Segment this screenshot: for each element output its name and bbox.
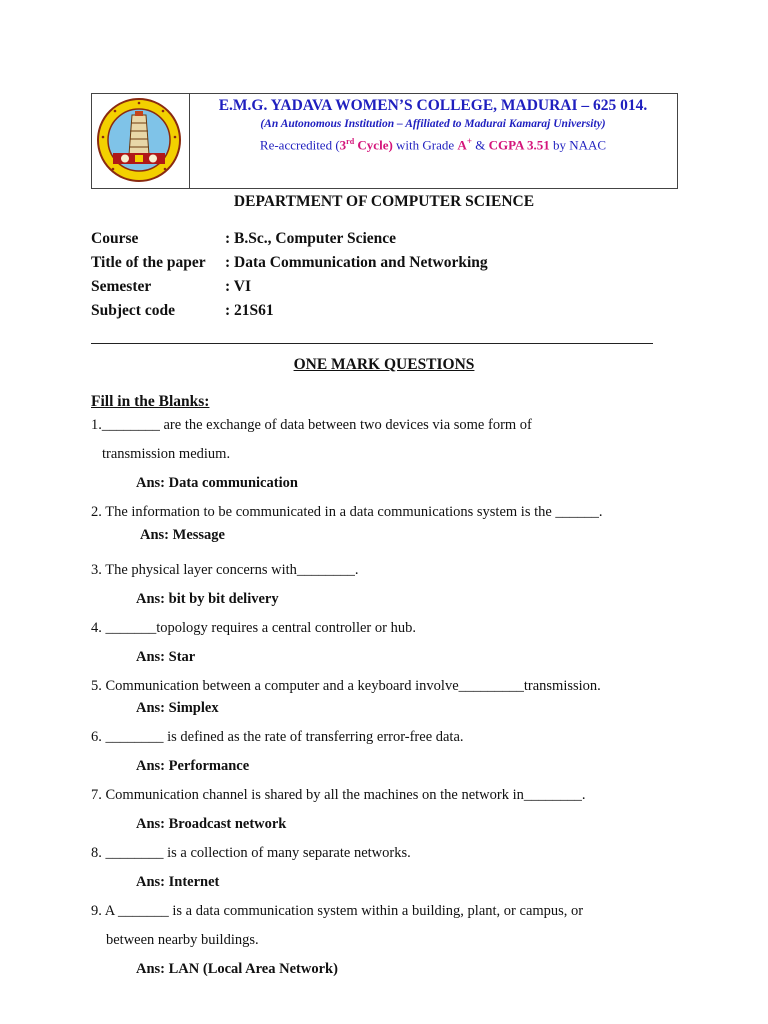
question-9-line-1: 9. A _______ is a data communication system within a building, plant, or campus, or: [91, 903, 584, 919]
section-title: ONE MARK QUESTIONS: [293, 356, 475, 373]
question-5: 5. Communication between a computer and a keyboard involve_________transmission.: [91, 678, 601, 694]
meta-title: Title of the paper : Data Communication and Networking: [91, 254, 488, 271]
question-2: 2. The information to be communicated in a data communications system is the ______.: [91, 504, 603, 520]
meta-subject-code: Subject code : 21S61: [91, 302, 274, 319]
answer-8: Ans: Internet: [136, 874, 220, 890]
answer-4: Ans: Star: [136, 649, 196, 665]
answer-7: Ans: Broadcast network: [136, 816, 287, 832]
question-8: 8. ________ is a collection of many separate networks.: [91, 845, 411, 861]
answer-1: Ans: Data communication: [136, 475, 298, 491]
answer-5: Ans: Simplex: [136, 700, 219, 716]
question-9-line-2: between nearby buildings.: [106, 932, 259, 948]
divider-line: [91, 343, 653, 344]
college-seal-icon: [95, 97, 183, 183]
answer-9: Ans: LAN (Local Area Network): [136, 961, 338, 977]
department-title: DEPARTMENT OF COMPUTER SCIENCE: [233, 193, 535, 210]
college-accreditation: Re-accredited (3rd Cycle) with Grade A+ & CGPA 3.51 by NAAC: [259, 136, 607, 153]
question-4: 4. _______topology requires a central controller or hub.: [91, 620, 416, 636]
college-header: [91, 93, 678, 189]
question-1-line-1: 1.________ are the exchange of data between two devices via some form of: [91, 417, 532, 433]
college-affiliation: (An Autonomous Institution – Affiliated to Madurai Kamaraj University): [260, 118, 606, 130]
college-name: E.M.G. YADAVA WOMEN’S COLLEGE, MADURAI – 625 014.: [218, 97, 648, 114]
answer-6: Ans: Performance: [136, 758, 250, 774]
subsection-title: Fill in the Blanks:: [91, 393, 210, 410]
question-3: 3. The physical layer concerns with________.: [91, 562, 359, 578]
question-7: 7. Communication channel is shared by all the machines on the network in________.: [91, 787, 586, 803]
question-6: 6. ________ is defined as the rate of transferring error-free data.: [91, 729, 464, 745]
college-logo: [92, 94, 190, 188]
meta-semester: Semester : VI: [91, 278, 251, 295]
answer-2: Ans: Message: [140, 527, 225, 543]
question-1-line-2: transmission medium.: [102, 446, 231, 462]
meta-course: Course : B.Sc., Computer Science: [91, 230, 397, 247]
answer-3: Ans: bit by bit delivery: [136, 591, 279, 607]
